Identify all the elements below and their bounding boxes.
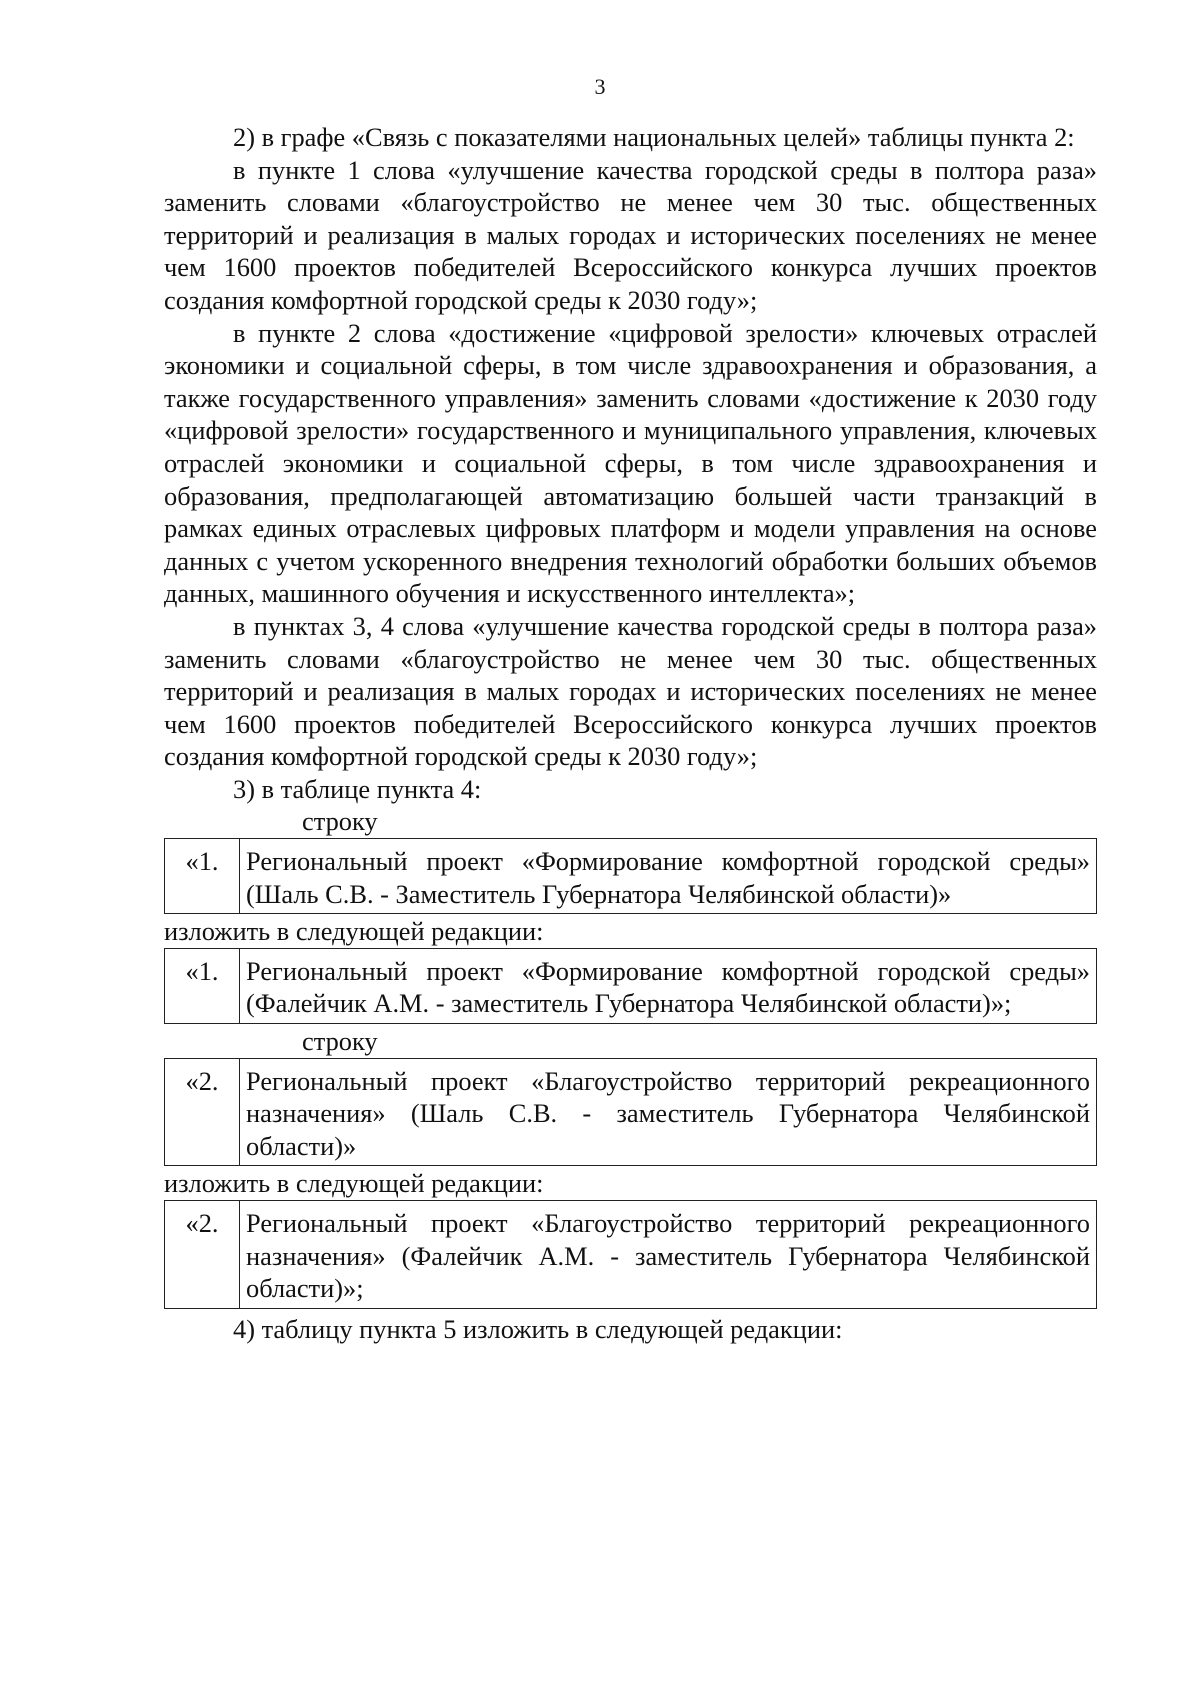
- paragraph-point-1: в пункте 1 слова «улучшение качества городской среды в полтора раза» заменить словами «благоустройство не менее чем 30 тыс. общественных территорий и реализация в малых городах и исторических поселениях не менее чем 1600 проектов победителей Всероссийского конкурса лучших проектов создания комфортной городской среды к 2030 году»;: [164, 154, 1097, 315]
- lead-line-row: строку: [302, 1026, 378, 1057]
- paragraph-item-4: 4) таблицу пункта 5 изложить в следующей редакции:: [233, 1313, 843, 1344]
- lead-line-new-edition: изложить в следующей редакции:: [164, 916, 544, 947]
- row-text: Региональный проект «Благоустройство территорий рекреационного назначения» (Фалейчик А.М. - заместитель Губернатора Челябинской области)»;: [240, 1201, 1097, 1309]
- table-row: [165, 948, 1097, 1023]
- row-number: «1.: [165, 839, 240, 914]
- row-number: «2.: [165, 1201, 240, 1309]
- amendment-table-old-row-2: [164, 1058, 1097, 1167]
- row-text: Региональный проект «Формирование комфортной городской среды» (Фалейчик А.М. - заместитель Губернатора Челябинской области)»;: [240, 948, 1097, 1023]
- paragraph-item-2: 2) в графе «Связь с показателями национальных целей» таблицы пункта 2:: [233, 122, 1075, 152]
- table-row: [165, 1201, 1097, 1309]
- table-row: [165, 1058, 1097, 1166]
- lead-line-row: строку: [302, 806, 378, 837]
- paragraph-points-3-4: в пунктах 3, 4 слова «улучшение качества городской среды в полтора раза» заменить словами «благоустройство не менее чем 30 тыс. общественных территорий и реализация в малых городах и исторических поселениях не менее чем 1600 проектов победителей Всероссийского конкурса лучших проектов создания комфортной городской среды к 2030 году»;: [164, 610, 1097, 772]
- table-row: [165, 839, 1097, 914]
- row-text: Региональный проект «Благоустройство территорий рекреационного назначения» (Шаль С.В. - заместитель Губернатора Челябинской области)»: [240, 1058, 1097, 1166]
- row-number: «1.: [165, 948, 240, 1023]
- document-body: [164, 121, 1097, 1345]
- amendment-table-new-row-2: [164, 1200, 1097, 1309]
- row-number: «2.: [165, 1058, 240, 1166]
- lead-line-new-edition: изложить в следующей редакции:: [164, 1168, 544, 1199]
- row-text: Региональный проект «Формирование комфортной городской среды» (Шаль С.В. - Заместитель Губернатора Челябинской области)»: [240, 839, 1097, 914]
- page-number: 3: [594, 74, 606, 99]
- paragraph-item-3: 3) в таблице пункта 4:: [233, 773, 482, 804]
- amendment-table-old-row-1: [164, 838, 1097, 914]
- paragraph-point-2: в пункте 2 слова «достижение «цифровой зрелости» ключевых отраслей экономики и социальной сферы, в том числе здравоохранения и образования, а также государственного управления» заменить словами «достижение к 2030 году «цифровой зрелости» государственного и муниципального управления, ключевых отраслей экономики и социальной сферы, в том числе здравоохранения и образования, предполагающей автоматизацию большей части транзакций в рамках единых отраслевых цифровых платформ и модели управления на основе данных с учетом ускоренного внедрения технологий обработки больших объемов данных, машинного обучения и искусственного интеллекта»;: [164, 317, 1097, 609]
- amendment-table-new-row-1: [164, 948, 1097, 1024]
